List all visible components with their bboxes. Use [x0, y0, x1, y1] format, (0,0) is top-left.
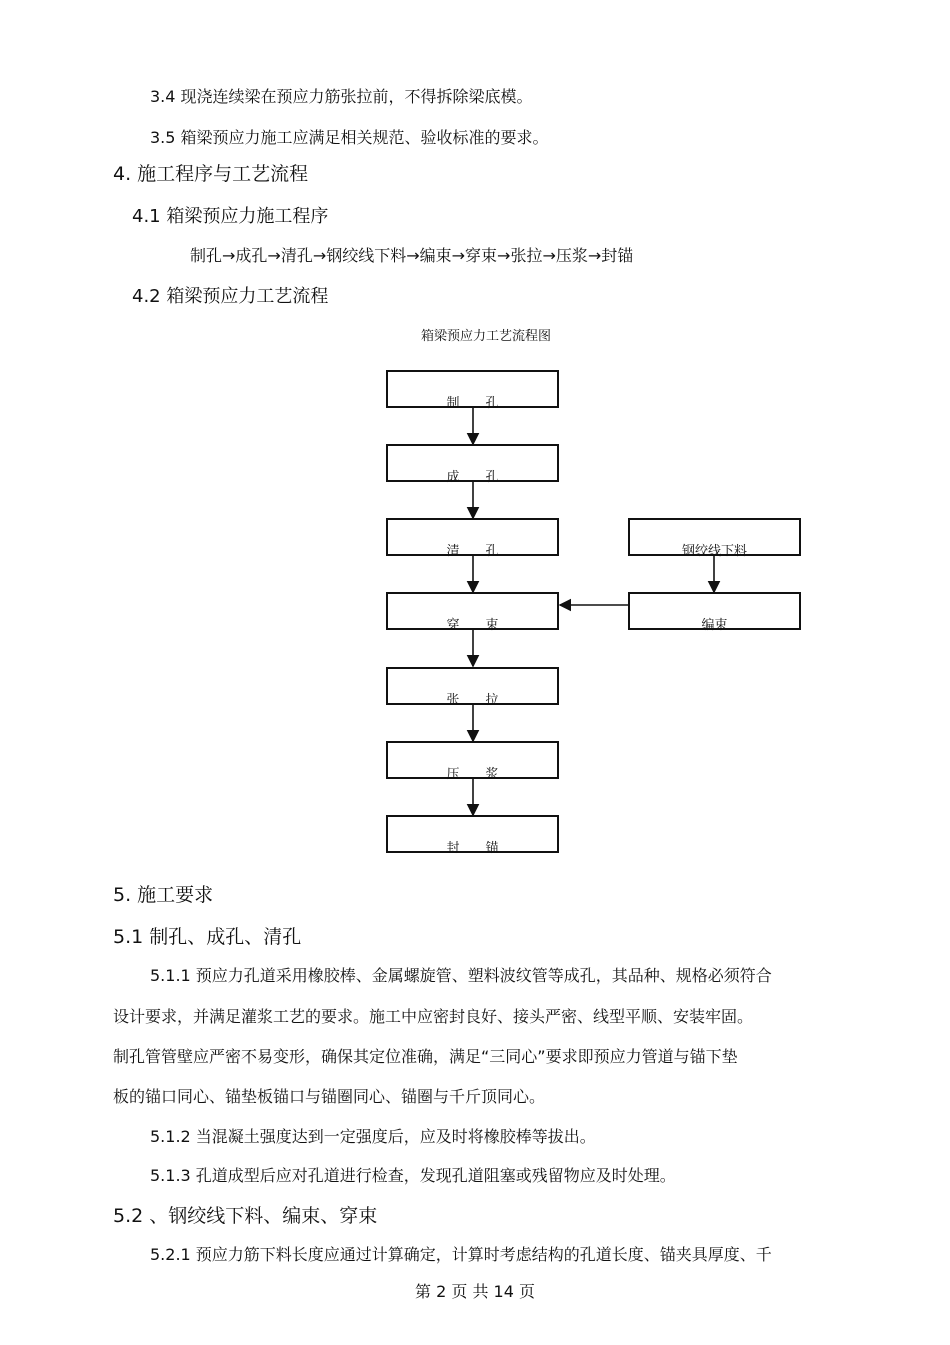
para-5-1-1-line1: 5.1.1 预应力孔道采用橡胶棒、金属螺旋管、塑料波纹管等成孔，其品种、规格必须符合 [150, 966, 772, 985]
page-footer: 第 2 页 共 14 页 [415, 1282, 535, 1301]
flow-step-label: 清 孔 [446, 544, 499, 559]
para-5-1-2: 5.1.2 当混凝土强度达到一定强度后，应及时将橡胶棒等拔出。 [150, 1127, 596, 1146]
section-4-1-sequence: 制孔→成孔→清孔→钢绞线下料→编束→穿束→张拉→压浆→封锚 [190, 246, 634, 265]
flowchart-caption: 箱梁预应力工艺流程图 [421, 329, 552, 344]
section-4-2-title: 4.2 箱梁预应力工艺流程 [132, 286, 329, 307]
flow-step-yajiang [386, 741, 559, 782]
section-4-title: 4. 施工程序与工艺流程 [113, 163, 309, 185]
flow-step-label: 编束 [701, 618, 728, 633]
flow-step-label: 钢绞线下料 [681, 544, 747, 559]
flow-step-qingkong [386, 518, 559, 559]
flow-side-bianshu [628, 592, 801, 633]
section-4-1-title: 4.1 箱梁预应力施工程序 [132, 206, 329, 227]
flow-step-zhangla [386, 667, 559, 708]
para-5-1-1-line4: 板的锚口同心、锚垫板锚口与锚圈同心、锚圈与千斤顶同心。 [113, 1087, 546, 1106]
flow-step-zhikong [386, 370, 559, 411]
section-5-1-title: 5.1 制孔、成孔、清孔 [113, 926, 302, 948]
para-5-1-1-line3: 制孔管管壁应严密不易变形，确保其定位准确，满足“三同心”要求即预应力管道与锚下垫 [113, 1047, 738, 1066]
flow-step-label: 压 浆 [446, 767, 499, 782]
flow-step-fengmao [386, 815, 559, 856]
flow-step-label: 张 拉 [446, 693, 499, 708]
item-3-4: 3.4 现浇连续梁在预应力筋张拉前，不得拆除梁底模。 [150, 87, 533, 106]
section-5-2-title: 5.2 、钢绞线下料、编束、穿束 [113, 1205, 378, 1227]
flow-step-label: 成 孔 [446, 470, 499, 485]
flow-side-xialiao [628, 518, 801, 559]
flow-step-label: 制 孔 [446, 396, 499, 411]
para-5-1-3: 5.1.3 孔道成型后应对孔道进行检查，发现孔道阻塞或残留物应及时处理。 [150, 1166, 676, 1185]
flow-step-label: 封 锚 [446, 841, 499, 856]
item-3-5: 3.5 箱梁预应力施工应满足相关规范、验收标准的要求。 [150, 128, 549, 147]
para-5-2-1: 5.2.1 预应力筋下料长度应通过计算确定，计算时考虑结构的孔道长度、锚夹具厚度、千 [150, 1245, 772, 1264]
para-5-1-1-line2: 设计要求，并满足灌浆工艺的要求。施工中应密封良好、接头严密、线型平顺、安装牢固。 [113, 1007, 754, 1026]
flow-step-chuanshu [386, 592, 559, 633]
flow-step-chengkong [386, 444, 559, 485]
section-5-title: 5. 施工要求 [113, 884, 214, 906]
flow-step-label: 穿 束 [446, 618, 499, 633]
